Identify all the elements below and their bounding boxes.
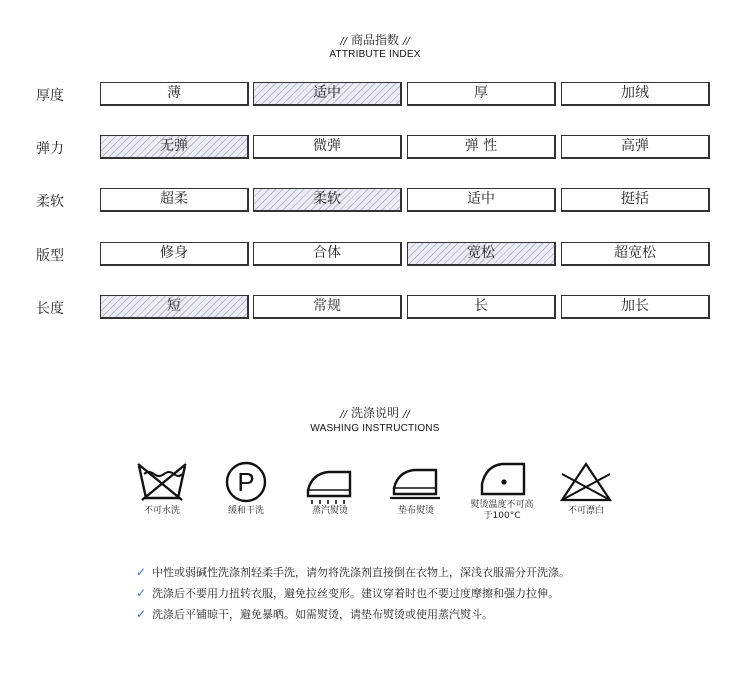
washing-note-text: 洗涤后不要用力扭转衣服，避免拉丝变形。建议穿着时也不要过度摩擦和强力拉伸。	[152, 587, 560, 600]
wash-caption: 不可漂白	[567, 506, 604, 516]
wash-caption: 垫布熨烫	[397, 506, 434, 516]
attribute-option: 超柔	[100, 188, 249, 212]
attribute-label: 厚度	[36, 88, 64, 104]
washing-title-cn: 洗涤说明	[350, 406, 399, 420]
attribute-option: 修身	[100, 242, 249, 266]
attribute-label: 弹力	[36, 141, 64, 157]
title-slash-right: //	[403, 36, 410, 47]
check-icon: ✓	[136, 607, 147, 621]
wash-caption: 熨烫温度不可高于100°C	[470, 500, 534, 521]
attribute-option-selected: 宽松	[407, 242, 556, 266]
attribute-option: 合体	[253, 242, 402, 266]
wash-caption: 不可水洗	[143, 506, 180, 516]
title-slash-left: //	[340, 36, 347, 47]
attribute-subtitle: ATTRIBUTE INDEX	[329, 49, 421, 60]
attribute-option: 厚	[407, 82, 556, 106]
wash-symbol-iron-low	[462, 460, 542, 522]
title-slash-right: //	[403, 409, 410, 420]
attribute-label: 长度	[36, 301, 64, 317]
wash-caption: 蒸汽熨烫	[311, 506, 348, 516]
attribute-option: 长	[407, 295, 556, 319]
washing-note-text: 中性或弱碱性洗涤剂轻柔手洗，请勿将洗涤剂直接倒在衣物上，深浅衣服需分开洗涤。	[152, 566, 571, 579]
attribute-label: 柔软	[36, 194, 64, 210]
wash-symbol-steam-iron	[290, 460, 370, 517]
iron-low-temp-icon	[474, 460, 530, 498]
attribute-option: 加绒	[561, 82, 710, 106]
wash-symbol-no-machine-wash	[122, 460, 202, 517]
steam-iron-icon	[302, 460, 358, 504]
attribute-option: 微弹	[253, 135, 402, 159]
washing-note	[136, 564, 570, 580]
attribute-row	[0, 295, 750, 319]
attribute-option-selected: 柔软	[253, 188, 402, 212]
attribute-option-selected: 无弹	[100, 135, 249, 159]
washing-note-text: 洗涤后平铺晾干，避免暴晒。如需熨烫，请垫布熨烫或使用蒸汽熨斗。	[152, 608, 494, 621]
wash-symbol-dry-clean	[206, 460, 286, 517]
attribute-title-cn: 商品指数	[350, 33, 399, 47]
attribute-row	[0, 82, 750, 106]
check-icon: ✓	[136, 586, 147, 600]
svg-text:P: P	[237, 467, 255, 497]
attribute-option: 加长	[561, 295, 710, 319]
attribute-option-selected: 适中	[253, 82, 402, 106]
washing-title	[0, 404, 750, 421]
attribute-option: 高弹	[561, 135, 710, 159]
attribute-option: 适中	[407, 188, 556, 212]
attribute-label: 版型	[36, 248, 64, 264]
no-machine-wash-icon	[134, 460, 190, 504]
attribute-option: 挺括	[561, 188, 710, 212]
iron-with-cloth-icon	[388, 460, 444, 504]
wash-caption: 缓和干洗	[227, 506, 264, 516]
attribute-option: 常规	[253, 295, 402, 319]
wash-symbol-iron-cloth	[376, 460, 456, 517]
attribute-title	[0, 31, 750, 48]
attribute-option-selected: 短	[100, 295, 249, 319]
washing-subtitle: WASHING INSTRUCTIONS	[310, 423, 440, 434]
wash-symbol-no-bleach	[546, 460, 626, 517]
attribute-option: 弹 性	[407, 135, 556, 159]
attribute-option: 超宽松	[561, 242, 710, 266]
attribute-option: 薄	[100, 82, 249, 106]
washing-note	[136, 606, 493, 622]
check-icon: ✓	[136, 565, 147, 579]
no-bleach-icon	[558, 460, 614, 504]
attribute-row	[0, 135, 750, 159]
dry-clean-p-icon	[218, 460, 274, 504]
title-slash-left: //	[340, 409, 347, 420]
washing-note	[136, 585, 559, 601]
attribute-row	[0, 188, 750, 212]
attribute-row	[0, 242, 750, 266]
